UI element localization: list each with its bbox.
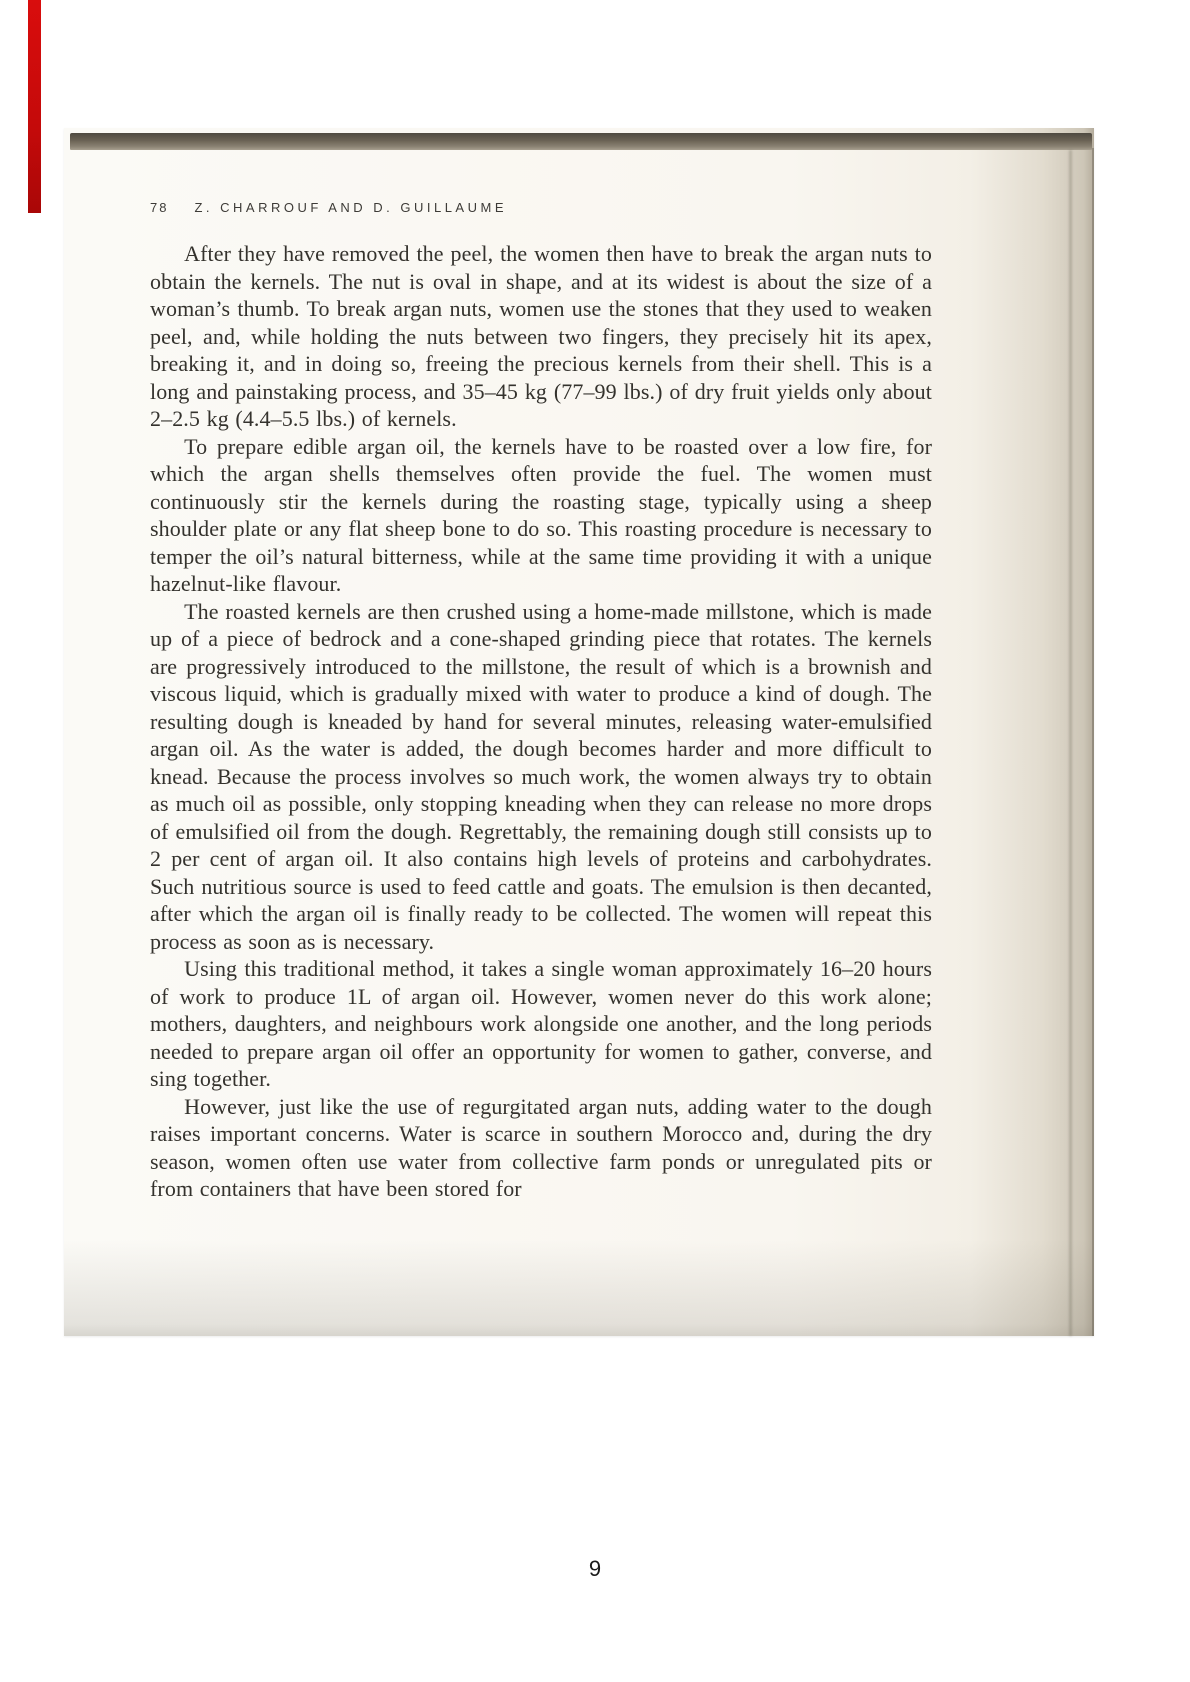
running-header-authors: Z. CHARROUF AND D. GUILLAUME — [194, 200, 507, 215]
body-text — [150, 240, 932, 1203]
red-bookmark-strip — [28, 0, 41, 213]
paragraph: Using this traditional method, it takes a single woman approximately 16–20 hours of work to produce 1L of argan oil. However, women never do this work alone; mothers, daughters, and neighbours work alongside one another, and the long periods needed to prepare argan oil offer an opportunity for women to gather, converse, and sing together. — [150, 956, 932, 1091]
paragraph: However, just like the use of regurgitated argan nuts, adding water to the dough raises important concerns. Water is scarce in southern Morocco and, during the dry season, women often use water from collective farm ponds or unregulated pits or from containers that have been stored for — [150, 1093, 932, 1201]
paragraph: The roasted kernels are then crushed using a home-made millstone, which is made up of a piece of bedrock and a cone-shaped grinding piece that rotates. The kernels are progressively introduced to the millstone, the result of which is a brownish and viscous liquid, which is gradually mixed with water to produce a kind of dough. The resulting dough is kneaded by hand for several minutes, releasing water-emulsified argan oil. As the water is added, the dough becomes harder and more difficult to knead. Because the process involves so much work, the women always try to obtain as much oil as possible, only stopping kneading when they can release no more drops of emulsified oil from the dough. Regrettably, the remaining dough still consists up to 2 per cent of argan oil. It also contains high levels of proteins and carbohydrates. Such nutritious source is used to feed cattle and goats. The emulsion is then decanted, after which the argan oil is finally ready to be collected. The women will repeat this process as soon as is necessary. — [150, 598, 932, 954]
paragraph: To prepare edible argan oil, the kernels have to be roasted over a low fire, for which the argan shells themselves often provide the fuel. The women must continuously stir the kernels during the roasting stage, typically using a sheep shoulder plate or any flat sheep bone to do so. This roasting procedure is necessary to temper the oil’s natural bitterness, while at the same time providing it with a unique hazelnut-like flavour. — [150, 433, 932, 596]
running-header — [150, 200, 507, 215]
folio-page-number: 78 — [150, 200, 169, 215]
page-content — [150, 128, 932, 1336]
page-right-edge — [1092, 148, 1094, 1336]
page-crease-shadow — [1069, 150, 1072, 1336]
paragraph: After they have removed the peel, the women then have to break the argan nuts to obtain the kernels. The nut is oval in shape, and at its widest is about the size of a woman’s thumb. To break argan nuts, women use the stones that they used to weaken peel, and, while holding the nuts between two fingers, they precisely hit its apex, breaking it, and in doing so, freeing the precious kernels from their shell. This is a long and painstaking process, and 35–45 kg (77–99 lbs.) of dry fruit yields only about 2–2.5 kg (4.4–5.5 lbs.) of kernels. — [150, 241, 932, 431]
pdf-page-number: 9 — [588, 1556, 602, 1581]
scanned-book-page — [64, 128, 1094, 1336]
